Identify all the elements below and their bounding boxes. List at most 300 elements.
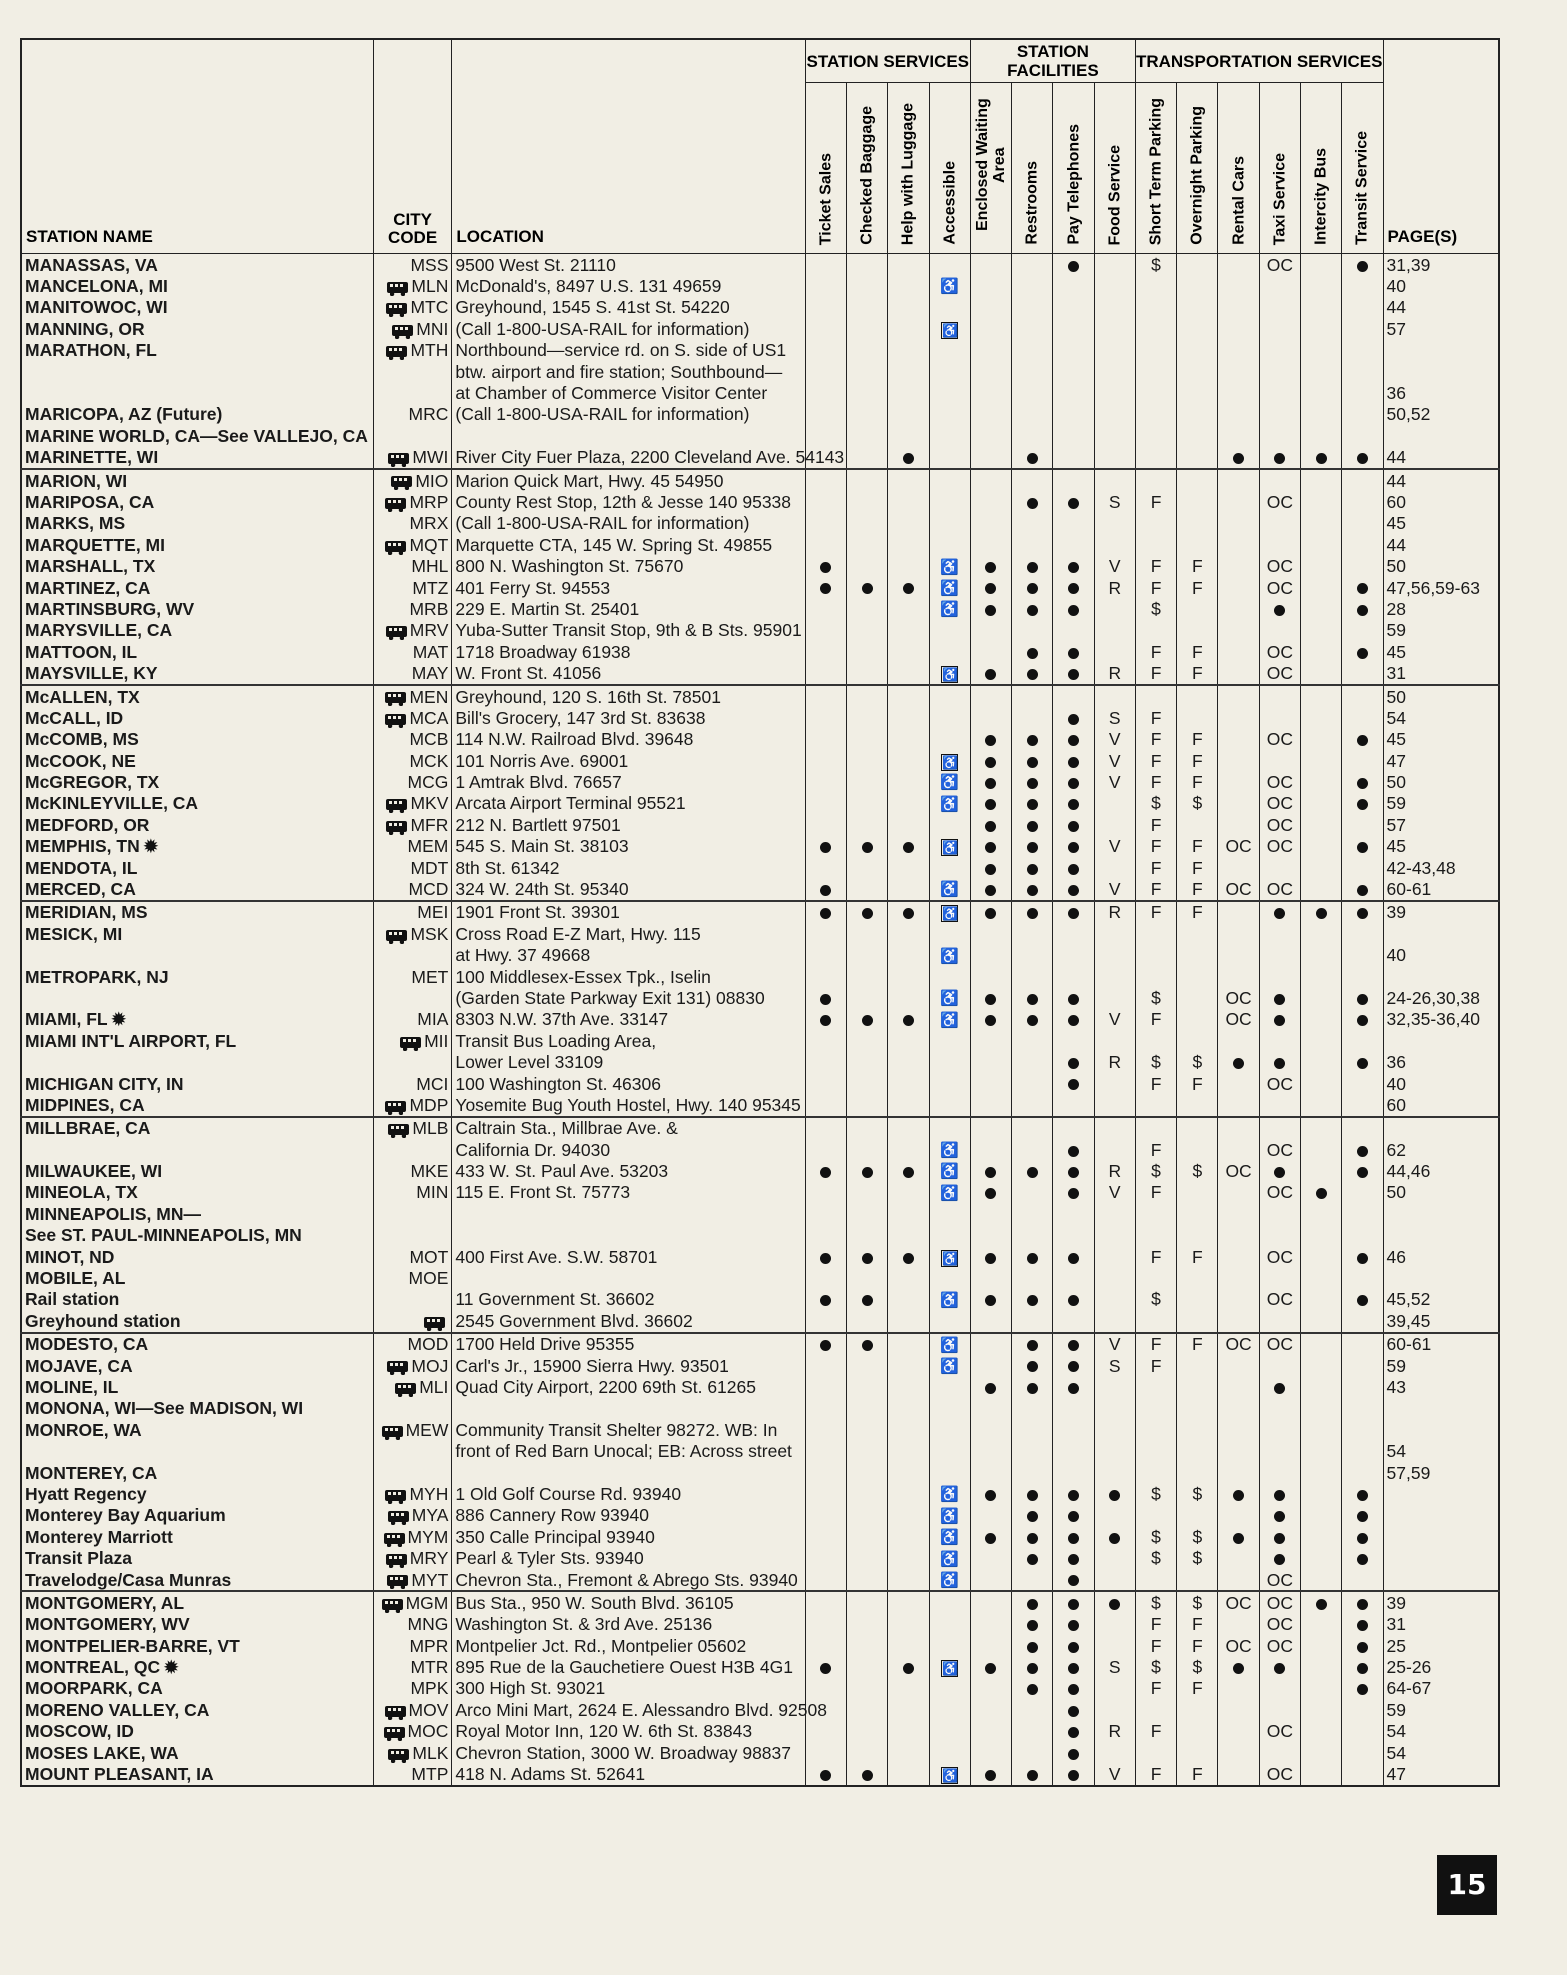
cell-accessible	[929, 836, 970, 857]
table-row	[21, 1742, 1499, 1763]
cell-checked-baggage	[847, 1763, 888, 1785]
cell-accessible	[929, 469, 970, 491]
cell-taxi-service: OC	[1259, 1591, 1300, 1613]
cell-checked-baggage	[847, 1635, 888, 1656]
thruway-bus-icon	[385, 541, 406, 552]
cell-food-service: V	[1094, 771, 1135, 792]
cell-taxi-service	[1259, 1009, 1300, 1030]
cell-short-term-parking: $	[1135, 1289, 1176, 1310]
cell-short-term-parking: F	[1135, 836, 1176, 857]
cell-ticket-sales	[805, 513, 846, 534]
cell-pay-telephones	[1053, 620, 1094, 641]
cell-help-with-luggage	[888, 878, 929, 900]
cell-overnight-parking	[1177, 1117, 1218, 1139]
cell-intercity-bus	[1300, 1721, 1341, 1742]
cell-restrooms	[1012, 662, 1053, 684]
cell-taxi-service: OC	[1259, 1635, 1300, 1656]
cell-short-term-parking: F	[1135, 1635, 1176, 1656]
service-available-icon	[820, 1295, 831, 1306]
cell-restrooms	[1012, 1355, 1053, 1376]
cell-taxi-service	[1259, 469, 1300, 491]
cell-enclosed-waiting-area	[970, 987, 1011, 1008]
cell-taxi-service: OC	[1259, 491, 1300, 512]
cell-transit-service	[1342, 1614, 1383, 1635]
cell-taxi-service: OC	[1259, 1073, 1300, 1094]
cell-overnight-parking: F	[1177, 555, 1218, 576]
cell-overnight-parking	[1177, 469, 1218, 491]
cell-short-term-parking: F	[1135, 729, 1176, 750]
cell-accessible	[929, 1398, 970, 1419]
cell-rental-cars	[1218, 685, 1259, 707]
cell-overnight-parking	[1177, 491, 1218, 512]
city-code: MLI	[373, 1376, 452, 1397]
cell-enclosed-waiting-area	[970, 469, 1011, 491]
city-code: MTC	[373, 297, 452, 318]
cell-short-term-parking: F	[1135, 577, 1176, 598]
cell-help-with-luggage	[888, 382, 929, 403]
cell-food-service	[1094, 987, 1135, 1008]
cell-food-service: V	[1094, 555, 1135, 576]
cell-rental-cars	[1218, 1267, 1259, 1288]
cell-food-service	[1094, 469, 1135, 491]
cell-taxi-service: OC	[1259, 836, 1300, 857]
cell-pay-telephones	[1053, 1117, 1094, 1139]
cell-intercity-bus	[1300, 793, 1341, 814]
cell-transit-service	[1342, 513, 1383, 534]
cell-ticket-sales	[805, 1591, 846, 1613]
cell-restrooms	[1012, 620, 1053, 641]
station-location: btw. airport and fire station; Southbound—	[452, 361, 805, 382]
cell-help-with-luggage	[888, 1246, 929, 1267]
cell-ticket-sales	[805, 793, 846, 814]
cell-intercity-bus	[1300, 901, 1341, 923]
cell-rental-cars	[1218, 1376, 1259, 1397]
cell-intercity-bus	[1300, 1462, 1341, 1483]
cell-help-with-luggage	[888, 1094, 929, 1116]
service-available-icon	[1274, 1490, 1285, 1501]
station-location: Royal Motor Inn, 120 W. 6th St. 83843	[452, 1721, 805, 1742]
cell-checked-baggage	[847, 1073, 888, 1094]
cell-rental-cars: OC	[1218, 1160, 1259, 1181]
service-available-icon	[1068, 1554, 1079, 1565]
service-available-icon	[985, 908, 996, 919]
cell-overnight-parking: F	[1177, 1333, 1218, 1355]
city-code: MTP	[373, 1763, 452, 1785]
cell-pay-telephones	[1053, 836, 1094, 857]
cell-overnight-parking: $	[1177, 1591, 1218, 1613]
cell-taxi-service	[1259, 1678, 1300, 1699]
cell-transit-service	[1342, 1246, 1383, 1267]
station-name: See ST. PAUL-MINNEAPOLIS, MN	[21, 1225, 373, 1246]
city-code: MYH	[373, 1483, 452, 1504]
cell-intercity-bus	[1300, 1678, 1341, 1699]
cell-short-term-parking: F	[1135, 707, 1176, 728]
cell-intercity-bus	[1300, 318, 1341, 339]
service-available-icon	[985, 1383, 996, 1394]
header-ticket-sales: Ticket Sales	[805, 83, 846, 254]
service-available-icon	[985, 669, 996, 680]
table-row	[21, 598, 1499, 619]
cell-intercity-bus	[1300, 1505, 1341, 1526]
cell-restrooms	[1012, 577, 1053, 598]
cell-intercity-bus	[1300, 1160, 1341, 1181]
timetable-pages	[1383, 1398, 1499, 1419]
table-row	[21, 923, 1499, 944]
cell-rental-cars	[1218, 1398, 1259, 1419]
cell-transit-service	[1342, 1419, 1383, 1440]
timetable-pages	[1383, 1203, 1499, 1224]
table-row	[21, 361, 1499, 382]
cell-short-term-parking: F	[1135, 1763, 1176, 1785]
station-name: MARYSVILLE, CA	[21, 620, 373, 641]
cell-restrooms	[1012, 685, 1053, 707]
cell-help-with-luggage	[888, 1182, 929, 1203]
station-name: MARIPOSA, CA	[21, 491, 373, 512]
wheelchair-icon: ♿	[940, 881, 960, 899]
cell-accessible	[929, 1160, 970, 1181]
table-row	[21, 987, 1499, 1008]
station-location: W. Front St. 41056	[452, 662, 805, 684]
service-available-icon	[862, 1253, 873, 1264]
service-available-icon	[1068, 778, 1079, 789]
service-available-icon	[1233, 1663, 1244, 1674]
cell-rental-cars	[1218, 275, 1259, 296]
cell-short-term-parking: $	[1135, 1591, 1176, 1613]
station-name: MANITOWOC, WI	[21, 297, 373, 318]
cell-intercity-bus	[1300, 1289, 1341, 1310]
service-available-icon	[985, 778, 996, 789]
table-row	[21, 1763, 1499, 1785]
cell-rental-cars	[1218, 404, 1259, 425]
station-location: 895 Rue de la Gauchetiere Ouest H3B 4G1	[452, 1656, 805, 1677]
cell-checked-baggage	[847, 1398, 888, 1419]
cell-overnight-parking	[1177, 1699, 1218, 1720]
cell-overnight-parking	[1177, 447, 1218, 469]
cell-food-service: R	[1094, 1051, 1135, 1072]
service-available-icon	[862, 842, 873, 853]
cell-ticket-sales	[805, 729, 846, 750]
city-code: MLB	[373, 1117, 452, 1139]
station-name: MICHIGAN CITY, IN	[21, 1073, 373, 1094]
station-name	[21, 1139, 373, 1160]
table-row	[21, 771, 1499, 792]
cell-accessible	[929, 1073, 970, 1094]
station-location: at Hwy. 37 49668	[452, 945, 805, 966]
cell-checked-baggage	[847, 1051, 888, 1072]
service-available-icon	[862, 1340, 873, 1351]
cell-taxi-service	[1259, 1376, 1300, 1397]
service-available-icon	[820, 842, 831, 853]
cell-transit-service	[1342, 1483, 1383, 1504]
service-available-icon	[1027, 1620, 1038, 1631]
station-location: 115 E. Front St. 75773	[452, 1182, 805, 1203]
header-food-service: Food Service	[1094, 83, 1135, 254]
cell-accessible	[929, 987, 970, 1008]
table-row	[21, 404, 1499, 425]
cell-checked-baggage	[847, 1030, 888, 1051]
cell-pay-telephones	[1053, 1094, 1094, 1116]
service-available-icon	[1068, 1340, 1079, 1351]
cell-restrooms	[1012, 1699, 1053, 1720]
timetable-pages: 57	[1383, 318, 1499, 339]
cell-checked-baggage	[847, 1267, 888, 1288]
city-code	[373, 1225, 452, 1246]
cell-overnight-parking	[1177, 1376, 1218, 1397]
cell-rental-cars	[1218, 1614, 1259, 1635]
cell-transit-service	[1342, 297, 1383, 318]
station-name: MARION, WI	[21, 469, 373, 491]
station-location: Arcata Airport Terminal 95521	[452, 793, 805, 814]
thruway-bus-icon	[386, 346, 407, 357]
cell-help-with-luggage	[888, 857, 929, 878]
cell-transit-service	[1342, 620, 1383, 641]
cell-pay-telephones	[1053, 275, 1094, 296]
cell-rental-cars	[1218, 1073, 1259, 1094]
station-location: (Call 1-800-USA-RAIL for information)	[452, 404, 805, 425]
table-row	[21, 555, 1499, 576]
cell-food-service	[1094, 404, 1135, 425]
cell-food-service	[1094, 685, 1135, 707]
station-name: MONTGOMERY, AL	[21, 1591, 373, 1613]
timetable-pages: 39,45	[1383, 1310, 1499, 1332]
header-station-name: STATION NAME	[21, 39, 373, 254]
cell-help-with-luggage	[888, 1051, 929, 1072]
station-name: MIAMI, FL ✹	[21, 1009, 373, 1030]
cell-restrooms	[1012, 1440, 1053, 1461]
cell-rental-cars	[1218, 707, 1259, 728]
cell-checked-baggage	[847, 1569, 888, 1591]
cell-pay-telephones	[1053, 1678, 1094, 1699]
service-available-icon	[1068, 1727, 1079, 1738]
cell-help-with-luggage	[888, 340, 929, 361]
station-location: 400 First Ave. S.W. 58701	[452, 1246, 805, 1267]
service-available-icon	[862, 583, 873, 594]
service-available-icon	[1027, 1490, 1038, 1501]
timetable-pages: 42-43,48	[1383, 857, 1499, 878]
table-row	[21, 1614, 1499, 1635]
city-code	[373, 425, 452, 446]
station-index-table	[20, 38, 1500, 1787]
cell-intercity-bus	[1300, 750, 1341, 771]
cell-accessible	[929, 771, 970, 792]
cell-accessible	[929, 1483, 970, 1504]
timetable-pages: 25-26	[1383, 1656, 1499, 1677]
service-available-icon	[1027, 1511, 1038, 1522]
cell-transit-service	[1342, 382, 1383, 403]
station-name: MONONA, WI—See MADISON, WI	[21, 1398, 373, 1419]
cell-rental-cars	[1218, 1721, 1259, 1742]
service-available-icon	[985, 1770, 996, 1781]
cell-short-term-parking: F	[1135, 878, 1176, 900]
city-code: MAT	[373, 641, 452, 662]
thruway-bus-icon	[387, 1361, 408, 1372]
station-location: 229 E. Martin St. 25401	[452, 598, 805, 619]
city-code	[373, 1139, 452, 1160]
cell-accessible	[929, 1310, 970, 1332]
cell-help-with-luggage	[888, 685, 929, 707]
cell-overnight-parking: F	[1177, 878, 1218, 900]
cell-help-with-luggage	[888, 1310, 929, 1332]
cell-taxi-service	[1259, 598, 1300, 619]
cell-taxi-service	[1259, 685, 1300, 707]
cell-short-term-parking: $	[1135, 1547, 1176, 1568]
cell-accessible	[929, 966, 970, 987]
cell-ticket-sales	[805, 836, 846, 857]
service-available-icon	[1068, 714, 1079, 725]
cell-overnight-parking: F	[1177, 771, 1218, 792]
service-available-icon	[1068, 1706, 1079, 1717]
cell-pay-telephones	[1053, 857, 1094, 878]
thruway-bus-icon	[391, 476, 412, 487]
cell-ticket-sales	[805, 987, 846, 1008]
cell-taxi-service: OC	[1259, 729, 1300, 750]
cell-ticket-sales	[805, 382, 846, 403]
service-available-icon	[820, 885, 831, 896]
cell-enclosed-waiting-area	[970, 1462, 1011, 1483]
cell-rental-cars	[1218, 1030, 1259, 1051]
thruway-bus-icon	[384, 1727, 405, 1738]
cell-help-with-luggage	[888, 1267, 929, 1288]
service-available-icon	[1316, 1188, 1327, 1199]
cell-checked-baggage	[847, 1289, 888, 1310]
timetable-pages: 45,52	[1383, 1289, 1499, 1310]
cell-taxi-service	[1259, 1483, 1300, 1504]
cell-pay-telephones	[1053, 641, 1094, 662]
timetable-pages	[1383, 966, 1499, 987]
cell-intercity-bus	[1300, 878, 1341, 900]
station-name: MANASSAS, VA	[21, 254, 373, 276]
station-name: MERIDIAN, MS	[21, 901, 373, 923]
cell-help-with-luggage	[888, 447, 929, 469]
table-row	[21, 1117, 1499, 1139]
cell-accessible	[929, 1763, 970, 1785]
cell-help-with-luggage	[888, 1462, 929, 1483]
international-station-icon: ✹	[111, 1009, 126, 1029]
cell-food-service	[1094, 641, 1135, 662]
cell-intercity-bus	[1300, 555, 1341, 576]
cell-short-term-parking: $	[1135, 254, 1176, 276]
cell-intercity-bus	[1300, 966, 1341, 987]
cell-transit-service	[1342, 1398, 1383, 1419]
cell-taxi-service	[1259, 361, 1300, 382]
service-available-icon	[1027, 1295, 1038, 1306]
service-available-icon	[1316, 908, 1327, 919]
service-available-icon	[1027, 864, 1038, 875]
cell-ticket-sales	[805, 1073, 846, 1094]
cell-taxi-service	[1259, 966, 1300, 987]
table-row	[21, 1160, 1499, 1181]
header-taxi-service: Taxi Service	[1259, 83, 1300, 254]
cell-short-term-parking	[1135, 1419, 1176, 1440]
station-location: 1718 Broadway 61938	[452, 641, 805, 662]
thruway-bus-icon	[385, 1101, 406, 1112]
cell-checked-baggage	[847, 662, 888, 684]
cell-food-service	[1094, 1310, 1135, 1332]
cell-short-term-parking	[1135, 447, 1176, 469]
cell-food-service	[1094, 966, 1135, 987]
cell-intercity-bus	[1300, 447, 1341, 469]
station-name	[21, 987, 373, 1008]
cell-pay-telephones	[1053, 404, 1094, 425]
cell-overnight-parking	[1177, 923, 1218, 944]
city-code: MLN	[373, 275, 452, 296]
table-row	[21, 945, 1499, 966]
station-name: McCOOK, NE	[21, 750, 373, 771]
cell-taxi-service: OC	[1259, 1569, 1300, 1591]
service-available-icon	[1274, 1167, 1285, 1178]
timetable-pages	[1383, 425, 1499, 446]
cell-enclosed-waiting-area	[970, 857, 1011, 878]
station-name: Monterey Bay Aquarium	[21, 1505, 373, 1526]
timetable-pages: 59	[1383, 793, 1499, 814]
cell-intercity-bus	[1300, 1547, 1341, 1568]
header-restrooms: Restrooms	[1012, 83, 1053, 254]
service-available-icon	[1274, 1058, 1285, 1069]
service-available-icon	[1357, 735, 1368, 746]
cell-food-service: R	[1094, 662, 1135, 684]
cell-transit-service	[1342, 836, 1383, 857]
wheelchair-icon: ♿	[940, 579, 960, 597]
cell-ticket-sales	[805, 1505, 846, 1526]
cell-ticket-sales	[805, 1419, 846, 1440]
cell-enclosed-waiting-area	[970, 901, 1011, 923]
cell-restrooms	[1012, 598, 1053, 619]
city-code: MOJ	[373, 1355, 452, 1376]
cell-restrooms	[1012, 1376, 1053, 1397]
table-row	[21, 577, 1499, 598]
station-location: Caltrain Sta., Millbrae Ave. &	[452, 1117, 805, 1139]
cell-overnight-parking	[1177, 1009, 1218, 1030]
cell-ticket-sales	[805, 1763, 846, 1785]
cell-overnight-parking	[1177, 1505, 1218, 1526]
station-location: Yuba-Sutter Transit Stop, 9th & B Sts. 95901	[452, 620, 805, 641]
cell-transit-service	[1342, 1547, 1383, 1568]
station-name: MANNING, OR	[21, 318, 373, 339]
cell-overnight-parking	[1177, 1267, 1218, 1288]
timetable-pages: 47,56,59-63	[1383, 577, 1499, 598]
city-code: MOC	[373, 1721, 452, 1742]
cell-enclosed-waiting-area	[970, 1030, 1011, 1051]
station-location	[452, 1398, 805, 1419]
cell-restrooms	[1012, 469, 1053, 491]
cell-ticket-sales	[805, 275, 846, 296]
cell-transit-service	[1342, 491, 1383, 512]
station-name	[21, 382, 373, 403]
service-available-icon	[1068, 562, 1079, 573]
service-available-icon	[903, 842, 914, 853]
cell-food-service: R	[1094, 577, 1135, 598]
service-available-icon	[1357, 994, 1368, 1005]
service-available-icon	[1068, 669, 1079, 680]
cell-pay-telephones	[1053, 1073, 1094, 1094]
cell-help-with-luggage	[888, 836, 929, 857]
station-location: (Call 1-800-USA-RAIL for information)	[452, 513, 805, 534]
cell-restrooms	[1012, 836, 1053, 857]
cell-checked-baggage	[847, 447, 888, 469]
cell-restrooms	[1012, 447, 1053, 469]
cell-intercity-bus	[1300, 1742, 1341, 1763]
cell-short-term-parking: F	[1135, 1246, 1176, 1267]
station-name: MERCED, CA	[21, 878, 373, 900]
service-available-icon	[1027, 1663, 1038, 1674]
cell-restrooms	[1012, 1225, 1053, 1246]
city-code: MRP	[373, 491, 452, 512]
wheelchair-icon: ♿	[940, 1336, 960, 1354]
cell-ticket-sales	[805, 361, 846, 382]
city-code: MRY	[373, 1547, 452, 1568]
station-location	[452, 1462, 805, 1483]
cell-help-with-luggage	[888, 793, 929, 814]
